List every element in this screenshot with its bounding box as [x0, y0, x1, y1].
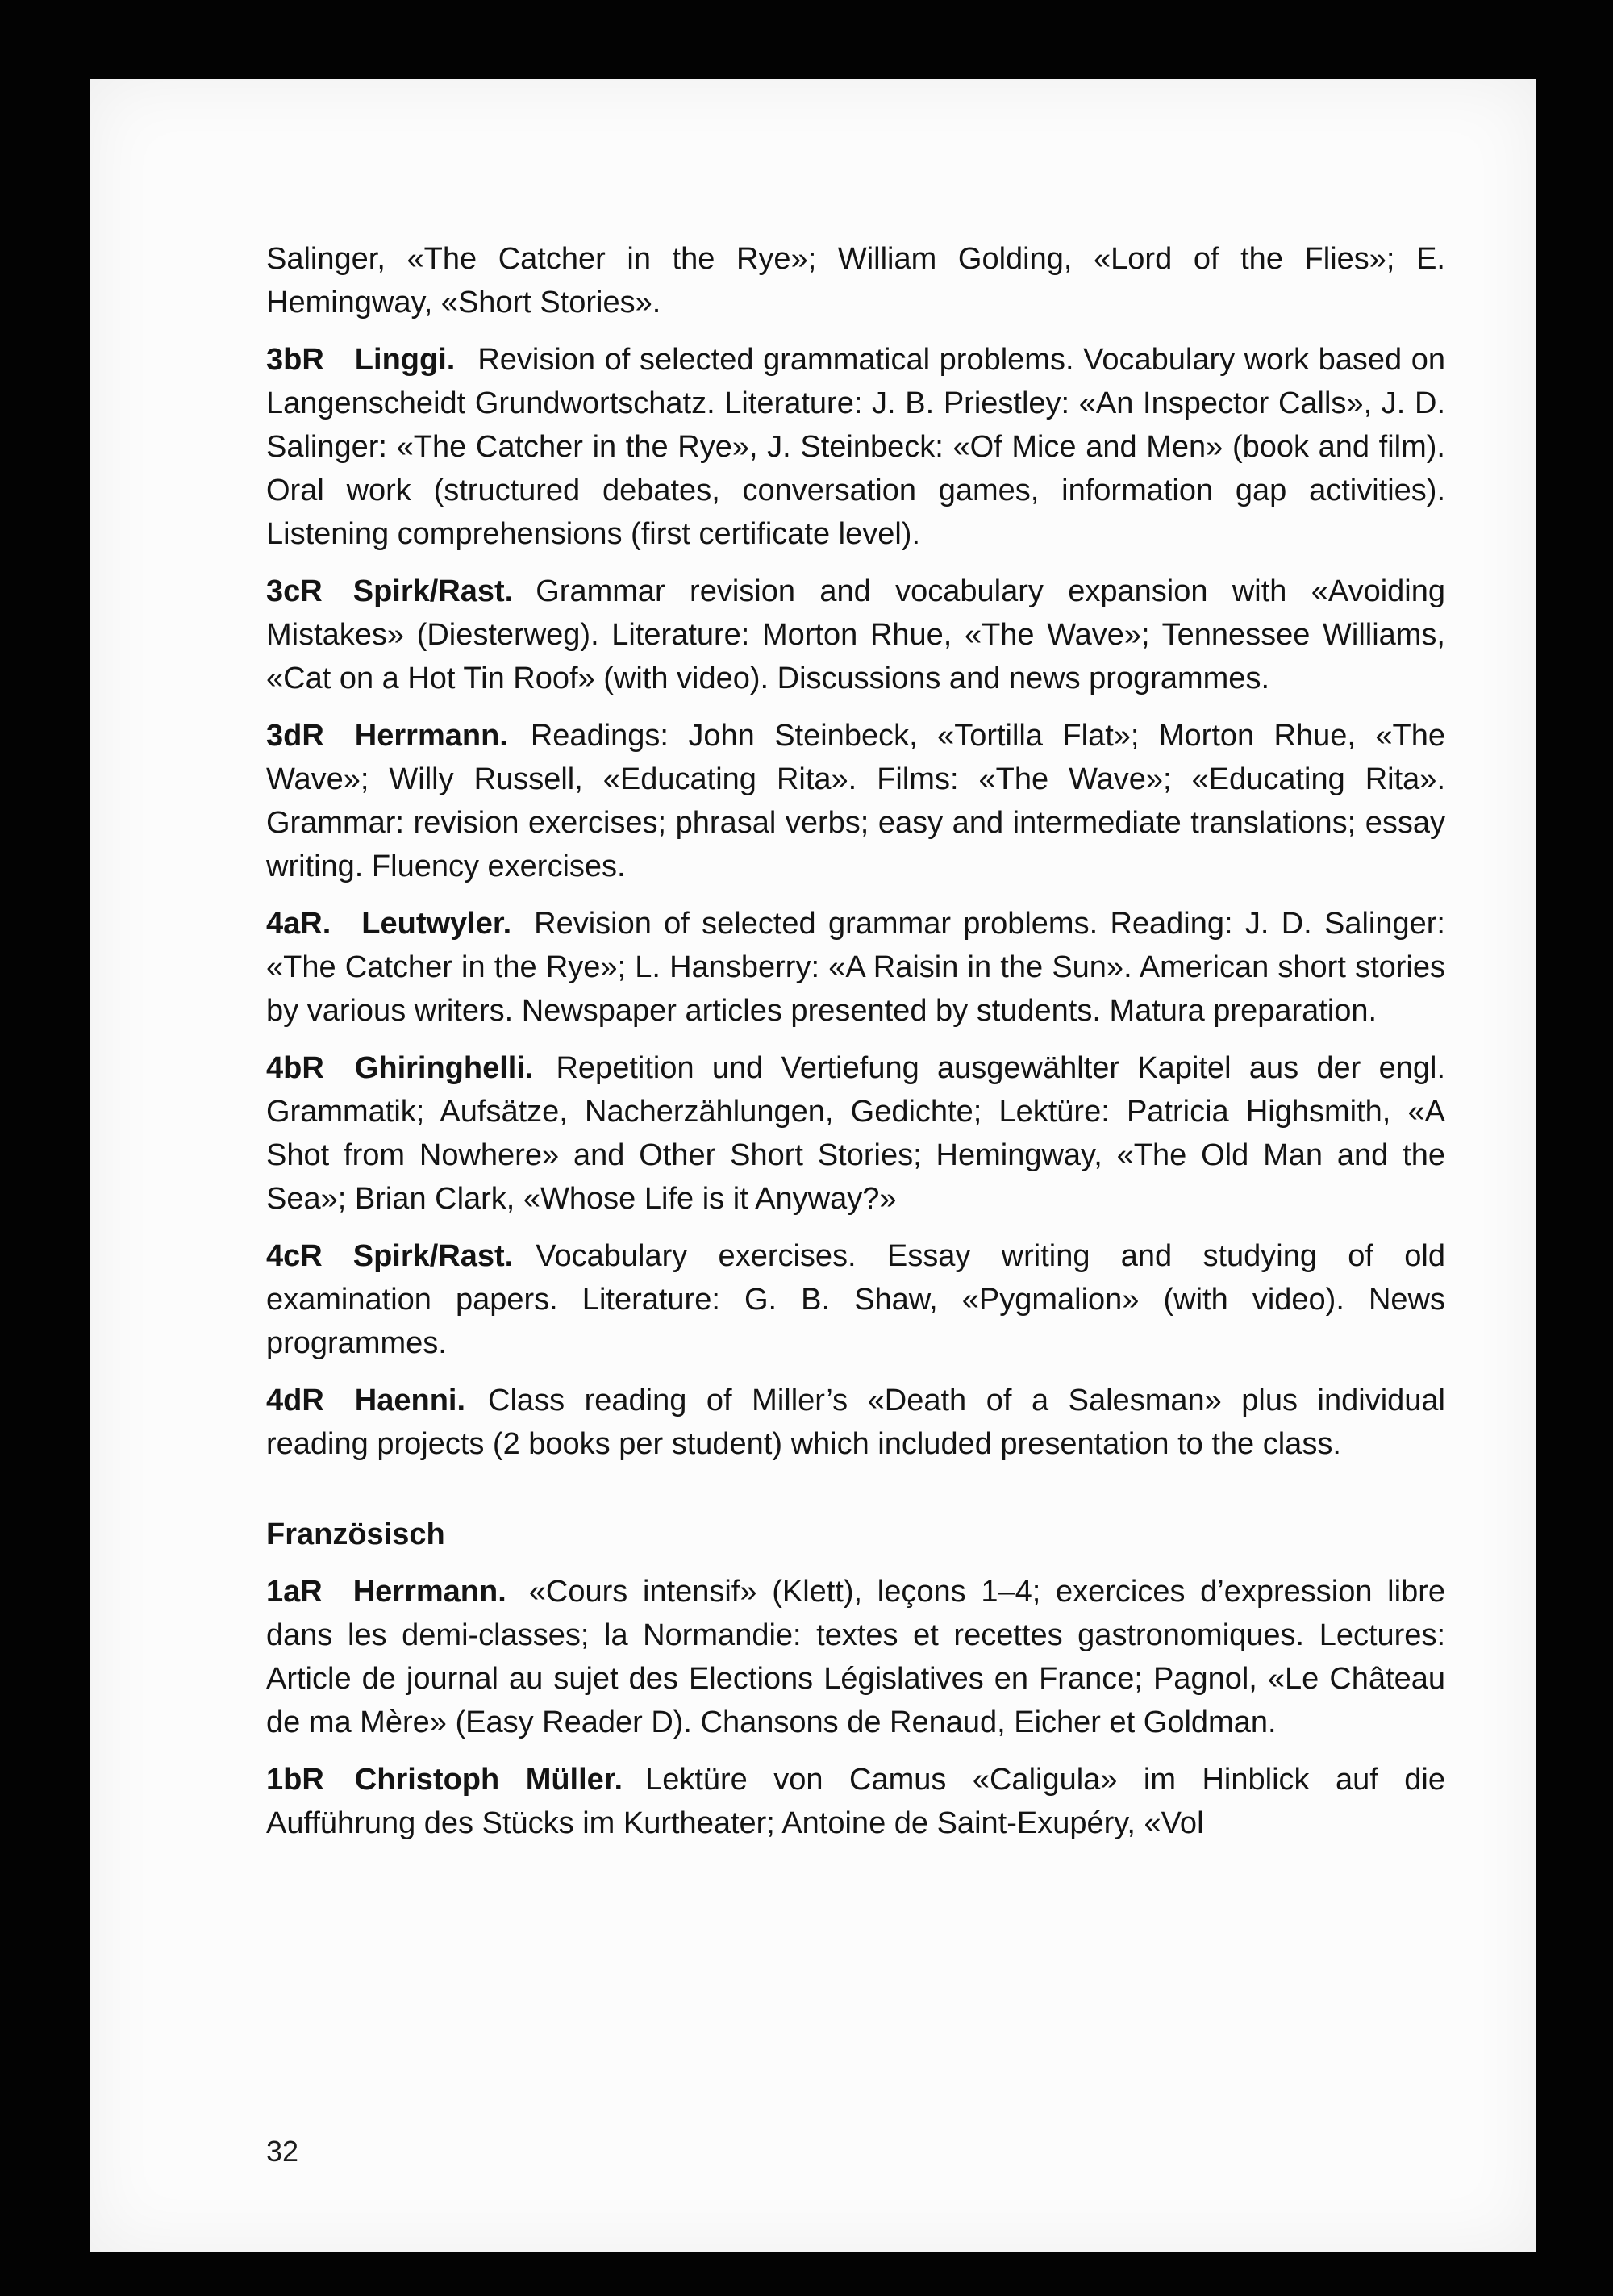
course-code: 3dR — [266, 719, 324, 753]
course-code: 1bR — [266, 1763, 324, 1797]
course-text: Repetition und Vertiefung ausgewählter Kapitel aus der engl. Grammatik; Aufsätze, Nacherzählungen, Gedichte; Lektüre: Patricia Highsmith, «A Shot from Nowhere» and Other Short Stories; Hemingway, «The Old Man and the Sea»; Brian Clark, «Whose Life is it Anyway?» — [266, 1051, 1445, 1216]
course-text: Lektüre von Camus «Caligula» im Hinblick auf die Aufführung des Stücks im Kurtheater; Antoine de Saint-Exupéry, «Vol — [266, 1763, 1445, 1840]
course-teacher: Herrmann. — [352, 1575, 506, 1609]
document-page — [90, 79, 1536, 2252]
course-entry-3dR — [266, 714, 1445, 888]
course-entry-3cR — [266, 570, 1445, 700]
course-code: 4dR — [266, 1384, 324, 1417]
course-text: Class reading of Miller’s «Death of a Salesman» plus individual reading projects (2 books per student) which included presentation to the class. — [266, 1384, 1445, 1461]
course-code: 4cR — [266, 1239, 323, 1273]
course-code: 4aR. — [266, 907, 331, 941]
course-teacher: Christoph Müller. — [354, 1763, 623, 1797]
course-text: Vocabulary exercises. Essay writing and studying of old examination papers. Literature: G. B. Shaw, «Pygmalion» (with video). News programmes. — [266, 1239, 1445, 1360]
course-entry-4cR — [266, 1234, 1445, 1365]
course-text: Revision of selected grammar problems. Reading: J. D. Salinger: «The Catcher in the Rye»; L. Hansberry: «A Raisin in the Sun». American short stories by various writers. Newspaper articles presented by students. Matura preparation. — [266, 907, 1445, 1028]
course-text: Readings: John Steinbeck, «Tortilla Flat»; Morton Rhue, «The Wave»; Willy Russell, «Educating Rita». Films: «The Wave»; «Educating Rita». Grammar: revision exercises; phrasal verbs; easy and intermediate translations; essay writing. Fluency exercises. — [266, 719, 1445, 883]
course-teacher: Ghiringhelli. — [354, 1051, 534, 1085]
course-teacher: Spirk/Rast. — [352, 574, 514, 608]
course-entry-1aR — [266, 1570, 1445, 1744]
course-code: 3cR — [266, 574, 323, 608]
course-code: 4bR — [266, 1051, 324, 1085]
page-number: 32 — [266, 2135, 299, 2168]
course-entry-4bR — [266, 1046, 1445, 1221]
course-code: 3bR — [266, 343, 324, 377]
course-teacher: Linggi. — [354, 343, 456, 377]
course-teacher: Herrmann. — [354, 719, 508, 753]
course-text: «Cours intensif» (Klett), leçons 1–4; exercices d’expression libre dans les demi-classes; la Normandie: textes et recettes gastronomiques. Lectures: Article de journal au sujet des Elections Législatives en France; Pagnol, «Le Château de ma Mère» (Easy Reader D). Chansons de Renaud, Eicher et Goldman. — [266, 1575, 1445, 1739]
course-teacher: Leutwyler. — [361, 907, 512, 941]
course-text: Revision of selected grammatical problems. Vocabulary work based on Langenscheidt Grundwortschatz. Literature: J. B. Priestley: «An Inspector Calls», J. D. Salinger: «The Catcher in the Rye», J. Steinbeck: «Of Mice and Men» (book and film). Oral work (structured debates, conversation games, information gap activities). Listening comprehensions (first certificate level). — [266, 343, 1445, 551]
course-entry-4dR — [266, 1379, 1445, 1466]
course-code: 1aR — [266, 1575, 323, 1609]
course-entry-4aR — [266, 902, 1445, 1033]
paragraph-text: Salinger, «The Catcher in the Rye»; William Golding, «Lord of the Flies»; E. Hemingway, «Short Stories». — [266, 242, 1445, 319]
course-teacher: Haenni. — [354, 1384, 466, 1417]
text-column — [266, 237, 1445, 1859]
course-entry-3bR — [266, 338, 1445, 556]
course-text: Grammar revision and vocabulary expansion with «Avoiding Mistakes» (Diesterweg). Literature: Morton Rhue, «The Wave»; Tennessee Williams, «Cat on a Hot Tin Roof» (with video). Discussions and news programmes. — [266, 574, 1445, 695]
section-heading-franzoesisch: Französisch — [266, 1517, 445, 1551]
course-teacher: Spirk/Rast. — [352, 1239, 514, 1273]
course-entry-1bR — [266, 1758, 1445, 1845]
paragraph-continuation — [266, 237, 1445, 324]
